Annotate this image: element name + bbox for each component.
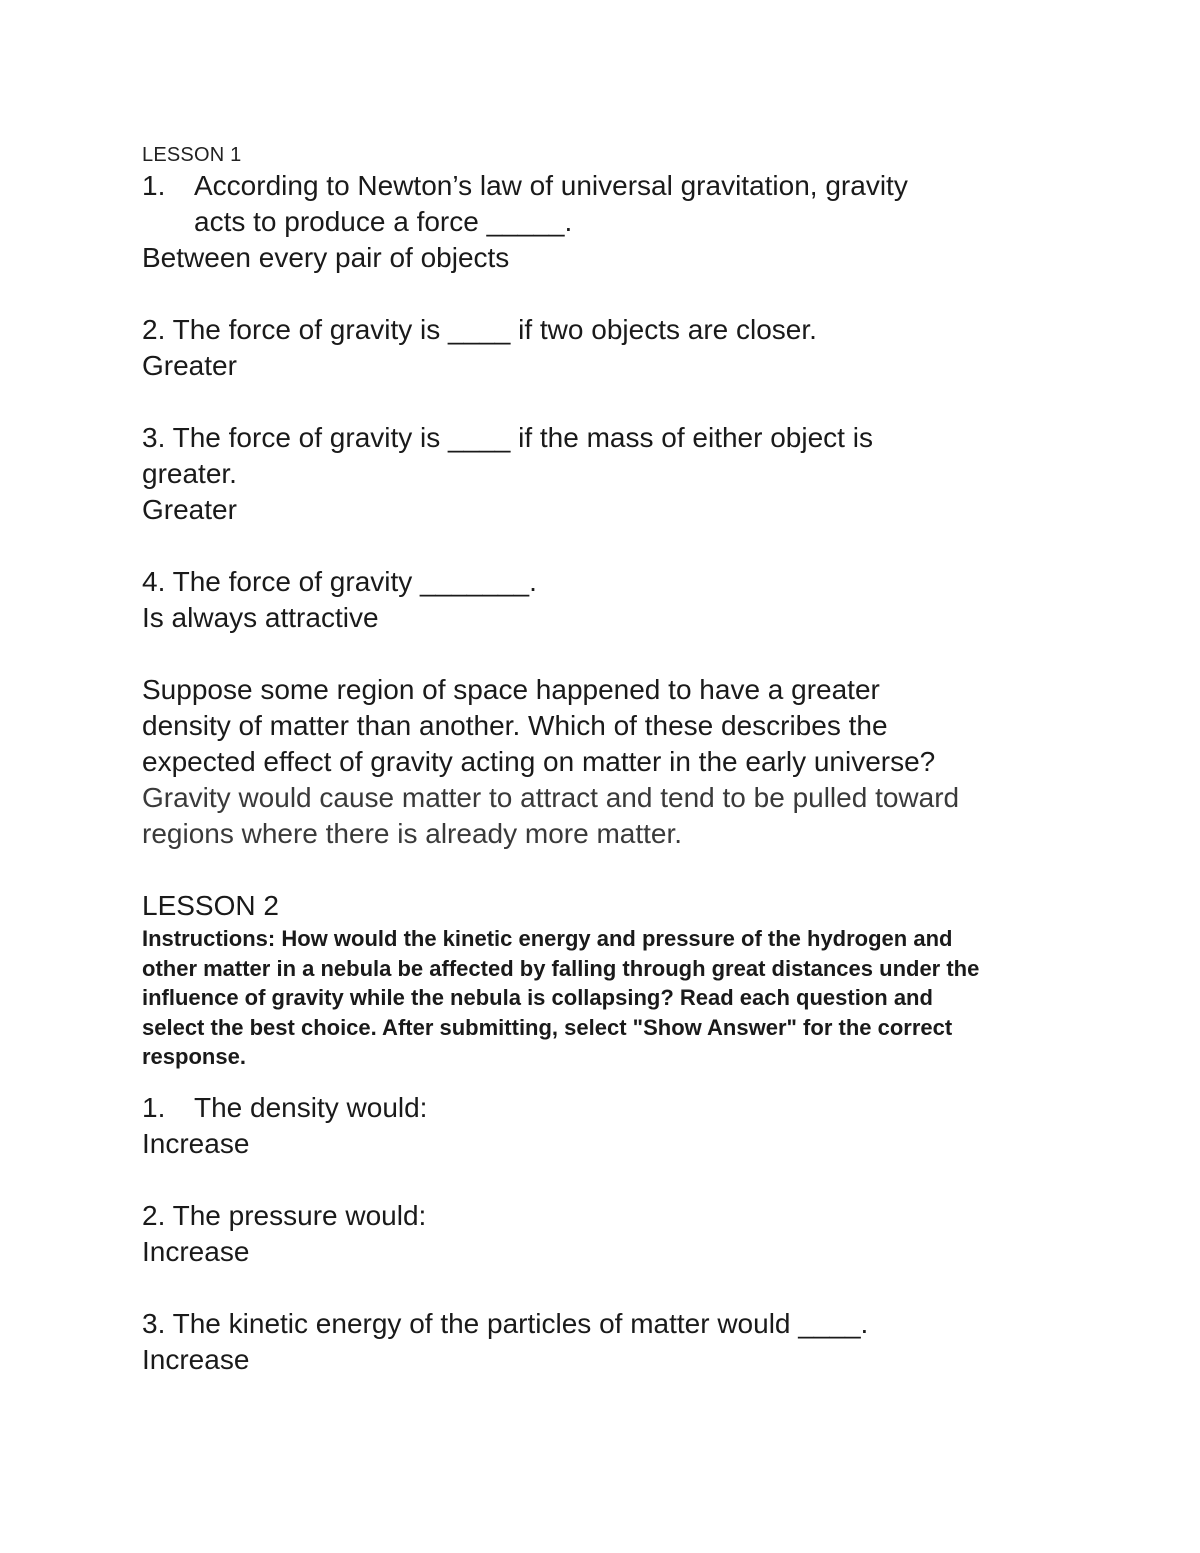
instructions-label: Instructions: <box>142 926 276 951</box>
document-page <box>142 142 1082 1378</box>
lesson1-question-2: 2. The force of gravity is ____ if two objects are closer. <box>142 314 817 345</box>
question-text-line-2: acts to produce a force _____. <box>194 206 573 237</box>
lesson1-answer-3: Greater <box>142 494 237 525</box>
question-text: The density would: <box>194 1091 428 1123</box>
instructions-line-1: How would the kinetic energy and pressure of the hydrogen and <box>281 926 953 951</box>
lesson1-question-5-line-1: Suppose some region of space happened to have a greater <box>142 674 880 705</box>
lesson1-question-5-line-3: expected effect of gravity acting on matter in the early universe? <box>142 746 936 777</box>
lesson1-answer-2: Greater <box>142 350 237 381</box>
lesson1-question-5-line-2: density of matter than another. Which of these describes the <box>142 710 888 741</box>
lesson2-answer-3: Increase <box>142 1343 250 1375</box>
question-number: 1. <box>142 1091 166 1123</box>
lesson2-question-3: 3. The kinetic energy of the particles of matter would ____. <box>142 1307 869 1339</box>
lesson1-heading: LESSON 1 <box>142 144 242 166</box>
lesson1-question-4: 4. The force of gravity _______. <box>142 566 537 597</box>
lesson1-question-3-line-2: greater. <box>142 458 237 489</box>
lesson2-answer-1: Increase <box>142 1127 250 1159</box>
lesson1-answer-1: Between every pair of objects <box>142 242 510 273</box>
lesson1-answer-5-line-2: regions where there is already more matter. <box>142 818 683 849</box>
instructions-line-5: response. <box>142 1044 246 1069</box>
lesson2-question-1 <box>142 1090 1082 1126</box>
instructions-line-3: influence of gravity while the nebula is collapsing? Read each question and <box>142 985 933 1010</box>
lesson1-answer-4: Is always attractive <box>142 602 379 633</box>
lesson2-instructions <box>142 924 1042 1072</box>
lesson2-answer-2: Increase <box>142 1235 250 1267</box>
instructions-line-4: select the best choice. After submitting, select "Show Answer" for the correct <box>142 1014 953 1040</box>
lesson1-question-1 <box>142 168 1082 240</box>
question-text-line-1: According to Newton’s law of universal gravitation, gravity <box>194 170 908 201</box>
lesson2-question-2: 2. The pressure would: <box>142 1199 427 1231</box>
lesson1-question-3-line-1: 3. The force of gravity is ____ if the mass of either object is <box>142 422 873 453</box>
instructions-line-2: other matter in a nebula be affected by falling through great distances under the <box>142 955 980 981</box>
lesson2-heading: LESSON 2 <box>142 890 279 921</box>
lesson1-answer-5-line-1: Gravity would cause matter to attract and tend to be pulled toward <box>142 782 960 813</box>
question-number: 1. <box>142 170 166 201</box>
